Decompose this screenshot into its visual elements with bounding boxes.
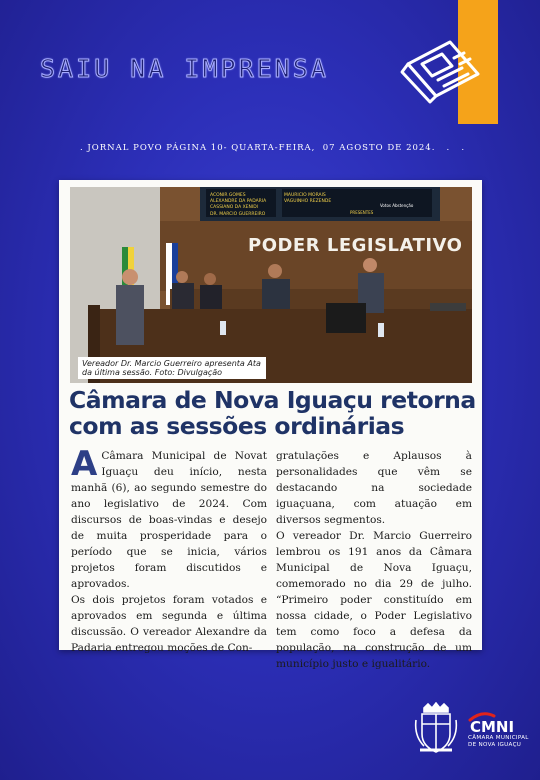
paragraph-3: gratulações e Aplausos à personalidades que vêm se destacando na sociedade iguaçuana, com atuação em diversos segmentos. [276, 450, 472, 526]
newspaper-clipping [59, 180, 482, 670]
wall-sign: PODER LEGISLATIVO [248, 235, 463, 256]
chamber-photo [70, 187, 472, 383]
article-column-right [276, 448, 472, 672]
footer-logos [414, 702, 534, 762]
city-crest-icon [414, 702, 458, 756]
drop-cap: A [71, 444, 98, 484]
panel-name-6: VAGUINHO REZENDE [284, 199, 332, 204]
org-name-line-2: DE NOVA IGUAÇU [468, 742, 522, 748]
org-name-line-1: CÂMARA MUNICIPAL [468, 735, 529, 741]
newspaper-icon [398, 38, 484, 106]
paragraph-4: O vereador Dr. Marcio Guerreiro lembrou os 191 anos da Câmara Municipal de Nova Iguaçu, comemorado no dia 29 de julho. “Primeiro poder constituído em nossa cidade, o Poder Legislativo tem como foco a defesa da população, na construção de um município justo e igualitário. [276, 530, 472, 670]
panel-name-3: CASSIANO DA XENIDI [210, 205, 258, 210]
org-name [468, 735, 538, 749]
panel-name-5: MAURICIO MORAIS [284, 193, 326, 198]
panel-label-present: PRESENTES [350, 210, 374, 215]
paragraph-1 [71, 444, 267, 592]
cmni-logo-icon [468, 710, 528, 734]
cmni-logo-text: CMNI [470, 718, 515, 734]
source-line: . JORNAL POVO PÁGINA 10- QUARTA-FEIRA, 07 AGOSTO DE 2024. . . [80, 143, 466, 153]
panel-name-2: ALEXANDRE DA PADARIA [210, 199, 267, 204]
page-title: SAIU NA IMPRENSA [40, 54, 329, 83]
article-photo [70, 187, 472, 383]
article-headline: Câmara de Nova Iguaçu retorna com as sessões ordinárias [69, 386, 476, 440]
photo-caption: Vereador Dr. Marcio Guerreiro apresenta Ata da última sessão. Foto: Divulgação [78, 357, 266, 379]
article-column-left [71, 444, 267, 656]
paragraph-1-text: Câmara Municipal de Novat Iguaçu deu início, nesta manhã (6), ao segundo semestre do ano legislativo de 2024. Com discursos de boas-vindas e desejo de muita prosperidade para o período que se inicia, vários projetos foram discutidos e aprovados. [71, 450, 267, 590]
panel-name-4: DR. MARCIO GUERREIRO [210, 212, 266, 217]
panel-name-1: ACONIR GOMES [210, 193, 246, 198]
paragraph-2: Os dois projetos foram votados e aprovados em segunda e última discussão. O vereador Alexandre da Padaria entregou moções de Con- [71, 594, 267, 654]
panel-label-votes: Votos Abstenção [380, 203, 414, 208]
